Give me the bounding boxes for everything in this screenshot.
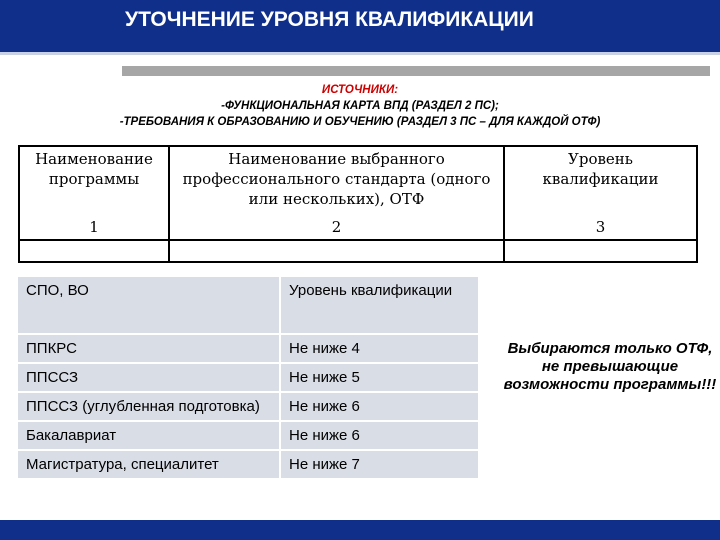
- table-header-level: Уровень квалификации: [280, 277, 478, 334]
- column-header-level: Уровень квалификации: [504, 146, 697, 217]
- min-level: Не ниже 4: [280, 334, 478, 363]
- table-header-education: СПО, ВО: [18, 277, 280, 334]
- sources-line-2: -ТРЕБОВАНИЯ К ОБРАЗОВАНИЮ И ОБУЧЕНИЮ (РАЗДЕЛ 3 ПС – ДЛЯ КАЖДОЙ ОТФ): [119, 116, 601, 128]
- min-level: Не ниже 6: [280, 421, 478, 450]
- sources-line-1: -ФУНКЦИОНАЛЬНАЯ КАРТА ВПД (РАЗДЕЛ 2 ПС);: [221, 100, 499, 112]
- table-row: [18, 450, 478, 479]
- empty-cell: [169, 240, 504, 262]
- warning-note: Выбираются только ОТФ, не превышающие возможности программы!!!: [503, 340, 717, 393]
- min-level: Не ниже 6: [280, 392, 478, 421]
- empty-cell: [19, 240, 169, 262]
- column-number-2: 2: [169, 217, 504, 240]
- table-row: [18, 421, 478, 450]
- divider-bar: [122, 66, 710, 76]
- footer-bar: [0, 520, 720, 540]
- program-type: Магистратура, специалитет: [18, 450, 280, 479]
- table-row: [18, 334, 478, 363]
- slide-title: УТОЧНЕНИЕ УРОВНЯ КВАЛИФИКАЦИИ: [0, 0, 720, 52]
- program-type: Бакалавриат: [18, 421, 280, 450]
- form-header-table: [18, 145, 698, 263]
- program-type: ППССЗ (углубленная подготовка): [18, 392, 280, 421]
- empty-cell: [504, 240, 697, 262]
- column-number-3: 3: [504, 217, 697, 240]
- program-type: ППССЗ: [18, 363, 280, 392]
- column-number-1: 1: [19, 217, 169, 240]
- column-header-standard: Наименование выбранного профессионального стандарта (одного или нескольких), ОТФ: [169, 146, 504, 217]
- qualification-levels-table: [18, 277, 478, 480]
- title-underline: [0, 52, 720, 55]
- table-row: [18, 363, 478, 392]
- column-header-program: Наименование программы: [19, 146, 169, 217]
- sources-block: [0, 82, 720, 130]
- min-level: Не ниже 5: [280, 363, 478, 392]
- sources-heading: ИСТОЧНИКИ:: [321, 84, 399, 96]
- program-type: ППКРС: [18, 334, 280, 363]
- min-level: Не ниже 7: [280, 450, 478, 479]
- table-row: [18, 392, 478, 421]
